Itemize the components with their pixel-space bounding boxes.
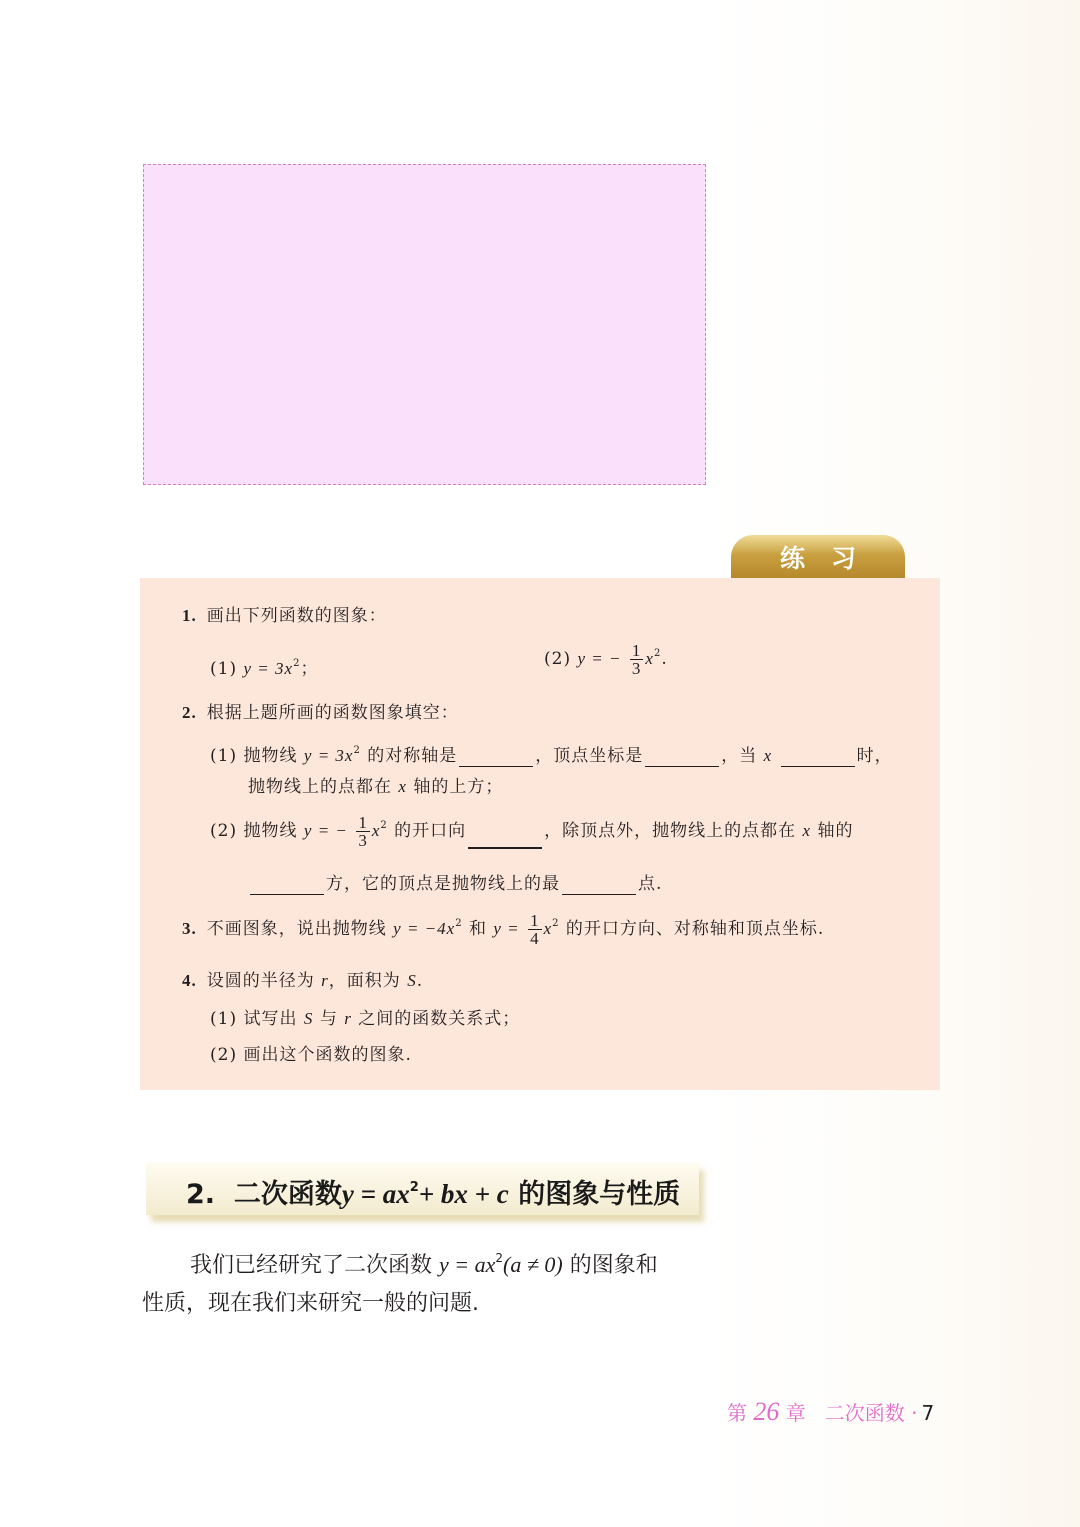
figure-placeholder (143, 164, 706, 485)
chapter-label: 第 26 章 二次函数 · (727, 1397, 918, 1426)
question-1: 1. 画出下列函数的图象： (182, 606, 387, 626)
blank-field (459, 766, 533, 767)
fraction: $\frac{1}{3}$ (631, 641, 642, 678)
question-3: 3. 不画图象，说出抛物线 $y = -4x^2$ 和 y = $\frac{1}{4}$ $x^2$ 的开口方向、对称轴和顶点坐标. (182, 911, 825, 948)
practice-box (140, 578, 940, 1090)
question-1a: (1) $y = 3x^2$； (210, 658, 319, 679)
question-2b-line1: (2) 抛物线 y = − $\frac{1}{3}$ $x^2$ 的开口向 ，除顶点外，抛物线上的点都在 x 轴的 (210, 813, 854, 850)
question-2b-line2: 方，它的顶点是抛物线上的最 点. (248, 873, 662, 895)
page-number: 7 (921, 1401, 935, 1425)
section-heading: 2. 二次函数$y = ax^2+$ bx + c 的图象与性质 (146, 1163, 699, 1215)
practice-tab: 练习 (731, 535, 905, 579)
blank-field (468, 847, 542, 849)
fraction: $\frac{1}{4}$ (530, 911, 540, 948)
question-2a-line2: 抛物线上的点都在 x 轴的上方； (248, 777, 504, 797)
blank-field (562, 894, 636, 895)
question-4b: (2) 画出这个函数的图象. (210, 1045, 412, 1065)
question-2: 2. 根据上题所画的函数图象填空： (182, 703, 459, 723)
blank-field (781, 766, 855, 767)
body-paragraph-line1: 我们已经研究了二次函数 $y = ax^2(a \ne 0)$ 的图象和 (190, 1251, 658, 1278)
question-1b: (2) y = − $\frac{1}{3}$ $x^2$. (544, 641, 668, 678)
body-paragraph-line2: 性质，现在我们来研究一般的问题. (142, 1291, 479, 1316)
page-footer (727, 1397, 934, 1427)
blank-field (250, 894, 324, 895)
question-2a-line1: (1) 抛物线 $y = 3x^2$ 的对称轴是 ，顶点坐标是 ，当 x 时， (210, 745, 893, 766)
question-4a: (1) 试写出 S 与 r 之间的函数关系式； (210, 1009, 521, 1029)
fraction: $\frac{1}{3}$ (358, 813, 368, 850)
question-4: 4. 设圆的半径为 r，面积为 S. (182, 971, 424, 991)
blank-field (645, 766, 719, 767)
